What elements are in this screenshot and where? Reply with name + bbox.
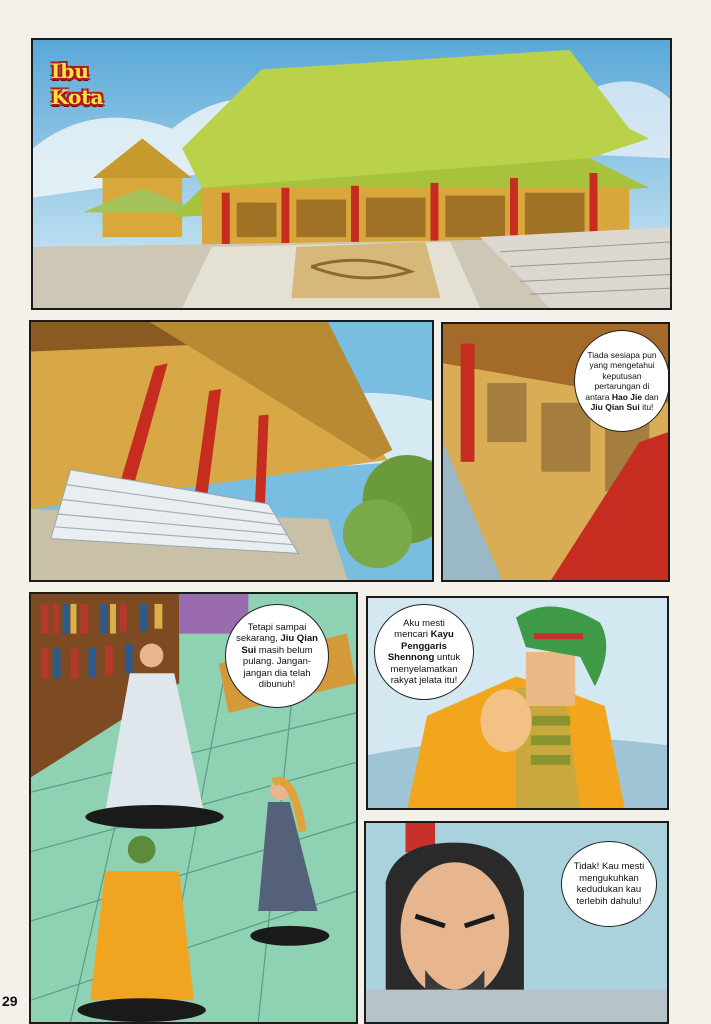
bubble-text-post: itu! — [639, 402, 654, 412]
caption-line-2: Kota — [51, 85, 104, 109]
bubble-text-post: untuk menyelamatkan rakyat jelata itu! — [390, 652, 461, 686]
objection-bubble — [561, 841, 657, 927]
bubble-name-jiu-qian-sui: Jiu Qian Sui — [241, 633, 318, 656]
bubble-text-post: masih belum pulang. Jangan-jangan dia telah dibunuh! — [242, 644, 313, 690]
panel-hero-resolute — [366, 596, 669, 810]
hall-illustration — [31, 322, 432, 580]
bubble-name-hao-jie: Hao Jie — [611, 391, 643, 402]
bubble-name-jiu-qian-sui: Jiu Qian Sui — [590, 402, 640, 412]
palace-illustration — [33, 40, 670, 308]
panel-elder-face — [364, 821, 669, 1024]
resolve-bubble — [374, 604, 474, 700]
narration-bubble — [574, 330, 670, 432]
page-number: 29 — [2, 993, 18, 1009]
bubble-text-pre: Tiada sesiapa pun yang mengetahui keputusan pertarungan di antara — [585, 349, 657, 402]
bubble-name-kayu-penggaris-shennong: Kayu Penggaris Shennong — [387, 629, 454, 663]
worry-bubble — [225, 604, 329, 708]
panel-library-room — [29, 592, 358, 1024]
panel-palace-exterior — [31, 38, 672, 310]
bubble-text-pre: Aku mesti mencari — [394, 617, 445, 640]
panel-door-closeup — [441, 322, 670, 582]
bubble-text-pre: Tetapi sampai sekarang, — [236, 621, 307, 644]
bubble-text-mid: dan — [642, 391, 659, 402]
location-caption — [51, 58, 103, 110]
bubble-text: Tidak! Kau mesti mengukuhkan kedudukan kau terlebih dahulu! — [573, 861, 645, 907]
caption-line-1: Ibu — [51, 59, 89, 83]
panel-hall-low-angle — [29, 320, 434, 582]
